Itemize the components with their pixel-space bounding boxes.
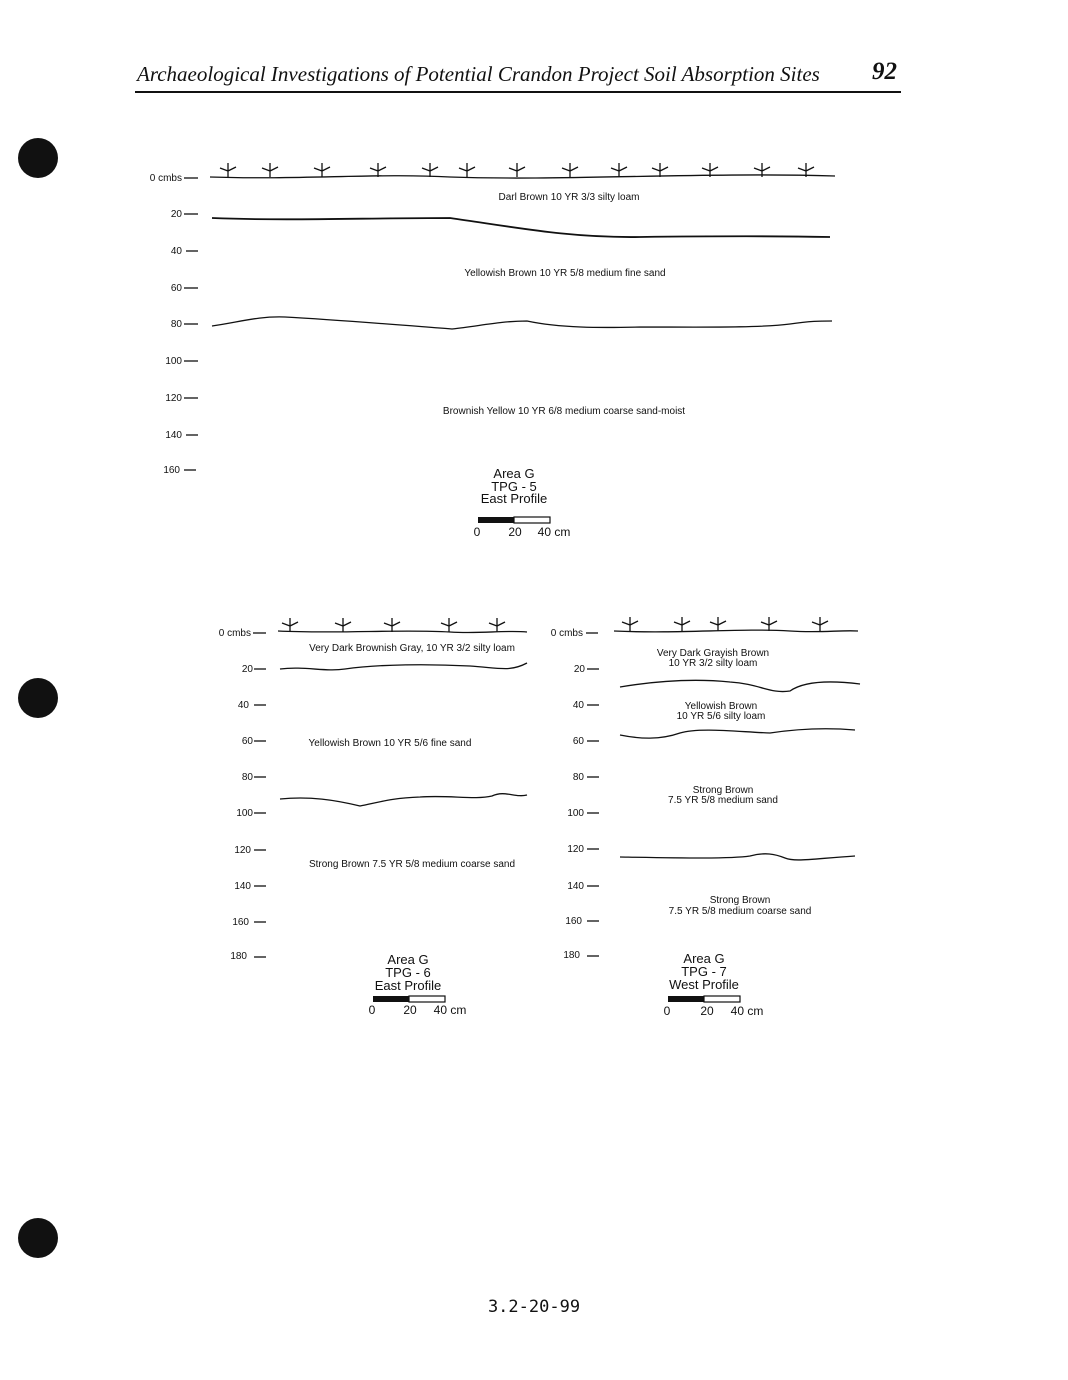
grass-tuft-icon xyxy=(812,617,828,631)
grass-tuft-icon xyxy=(220,163,236,177)
profile-caption: East Profile xyxy=(374,978,442,993)
scale-label: 40 cm xyxy=(730,1004,764,1018)
layer-label: 7.5 YR 5/8 medium coarse sand xyxy=(668,906,812,917)
depth-label: 40 xyxy=(572,700,584,711)
profile-tpg6 xyxy=(219,618,527,1017)
grass-tuft-icon xyxy=(422,163,438,177)
layer-label: Strong Brown xyxy=(709,895,771,906)
scale-bar-open xyxy=(514,517,550,523)
depth-label: 160 xyxy=(565,916,582,927)
scale-label: 20 xyxy=(508,525,522,539)
grass-tuft-icon xyxy=(441,618,457,632)
depth-label: 160 xyxy=(163,465,180,476)
depth-label: 0 cmbs xyxy=(218,628,251,639)
scale-bar-filled xyxy=(373,996,409,1002)
profile-caption: TPG - 5 xyxy=(491,479,537,494)
scale-label: 0 xyxy=(663,1004,671,1018)
grass-tuft-icon xyxy=(761,617,777,631)
horizon-boundary xyxy=(280,794,527,806)
profile-tpg7 xyxy=(551,617,860,1018)
depth-scale xyxy=(551,628,599,961)
depth-scale xyxy=(219,628,266,962)
grass-tuft-icon xyxy=(282,618,298,632)
scale-label: 20 xyxy=(700,1004,714,1018)
depth-label: 120 xyxy=(567,844,584,855)
grass-tuft-icon xyxy=(335,618,351,632)
layer-label: Brownish Yellow 10 YR 6/8 medium coarse sand-moist xyxy=(442,406,686,417)
scale-label: 20 xyxy=(403,1003,417,1017)
grass-tuft-icon xyxy=(370,163,386,177)
page-number: 92 xyxy=(872,58,897,85)
depth-label: 160 xyxy=(232,917,249,928)
scale-bar-open xyxy=(704,996,740,1002)
scale-bar-open xyxy=(409,996,445,1002)
ground-surface-line xyxy=(210,175,835,178)
grass-tuft-icon xyxy=(489,618,505,632)
depth-label: 20 xyxy=(573,664,585,675)
profile-caption: Area G xyxy=(387,952,429,967)
layer-label: Yellowish Brown 10 YR 5/6 fine sand xyxy=(308,738,472,749)
depth-label: 100 xyxy=(567,808,584,819)
depth-label: 120 xyxy=(165,393,182,404)
profile-caption: Area G xyxy=(683,951,725,966)
layer-label: Very Dark Grayish Brown xyxy=(656,648,770,659)
depth-label: 40 xyxy=(170,246,182,257)
depth-label: 80 xyxy=(241,772,253,783)
layer-label: Strong Brown 7.5 YR 5/8 medium coarse sand xyxy=(308,859,516,870)
depth-label: 20 xyxy=(170,209,182,220)
horizon-boundary xyxy=(212,218,830,237)
ground-surface-line xyxy=(278,631,527,633)
vegetation-icon xyxy=(282,618,505,632)
depth-label: 140 xyxy=(165,430,182,441)
layer-label: Yellowish Brown 10 YR 5/8 medium fine sand xyxy=(464,268,666,279)
layer-label: Very Dark Brownish Gray, 10 YR 3/2 silty loam xyxy=(309,643,515,654)
horizon-boundary xyxy=(280,663,527,670)
grass-tuft-icon xyxy=(314,163,330,177)
profile-caption: East Profile xyxy=(480,491,548,506)
profile-tpg5 xyxy=(150,163,835,539)
ground-surface-line xyxy=(614,630,858,632)
depth-label: 60 xyxy=(572,736,584,747)
layer-label: 10 YR 3/2 silty loam xyxy=(668,658,758,669)
document-date: 3.2-20-99 xyxy=(487,1297,581,1317)
scale-bar xyxy=(474,517,571,539)
depth-label: 80 xyxy=(170,319,182,330)
depth-label: 140 xyxy=(234,881,251,892)
grass-tuft-icon xyxy=(384,618,400,632)
profile-caption: TPG - 6 xyxy=(385,965,431,980)
profile-caption: TPG - 7 xyxy=(681,964,727,979)
depth-label: 60 xyxy=(170,283,182,294)
depth-label: 0 cmbs xyxy=(550,628,583,639)
depth-label: 60 xyxy=(241,736,253,747)
vegetation-icon xyxy=(622,617,828,631)
grass-tuft-icon xyxy=(652,163,668,177)
depth-label: 20 xyxy=(241,664,253,675)
layer-label: 10 YR 5/6 silty loam xyxy=(676,711,766,722)
horizon-boundary xyxy=(620,680,860,691)
depth-label: 180 xyxy=(230,951,247,962)
horizon-boundary xyxy=(620,729,855,738)
horizon-boundary xyxy=(620,854,855,860)
grass-tuft-icon xyxy=(262,163,278,177)
grass-tuft-icon xyxy=(674,617,690,631)
depth-label: 180 xyxy=(563,950,580,961)
scale-label: 0 xyxy=(473,525,481,539)
grass-tuft-icon xyxy=(562,163,578,177)
depth-label: 80 xyxy=(572,772,584,783)
depth-scale xyxy=(150,173,198,476)
grass-tuft-icon xyxy=(710,617,726,631)
profile-caption: West Profile xyxy=(669,977,739,992)
scale-label: 40 cm xyxy=(433,1003,467,1017)
scale-label: 40 cm xyxy=(537,525,571,539)
scale-bar-filled xyxy=(478,517,514,523)
depth-label: 140 xyxy=(567,881,584,892)
depth-label: 0 cmbs xyxy=(149,173,182,184)
layer-label: Strong Brown xyxy=(692,785,754,796)
grass-tuft-icon xyxy=(459,163,475,177)
grass-tuft-icon xyxy=(611,163,627,177)
scale-bar-filled xyxy=(668,996,704,1002)
layer-label: Darl Brown 10 YR 3/3 silty loam xyxy=(498,192,640,203)
grass-tuft-icon xyxy=(509,163,525,177)
layer-label: 7.5 YR 5/8 medium sand xyxy=(668,795,778,806)
depth-label: 40 xyxy=(237,700,249,711)
grass-tuft-icon xyxy=(622,617,638,631)
layer-label: Yellowish Brown xyxy=(684,701,758,712)
scale-label: 0 xyxy=(368,1003,376,1017)
depth-label: 100 xyxy=(236,808,253,819)
scale-bar xyxy=(664,996,764,1018)
scale-bar xyxy=(369,996,467,1017)
running-header-title: Archaeological Investigations of Potential Crandon Project Soil Absorption Sites xyxy=(137,62,820,86)
depth-label: 120 xyxy=(234,845,251,856)
profile-caption: Area G xyxy=(493,466,535,481)
depth-label: 100 xyxy=(165,356,182,367)
horizon-boundary xyxy=(212,317,832,329)
